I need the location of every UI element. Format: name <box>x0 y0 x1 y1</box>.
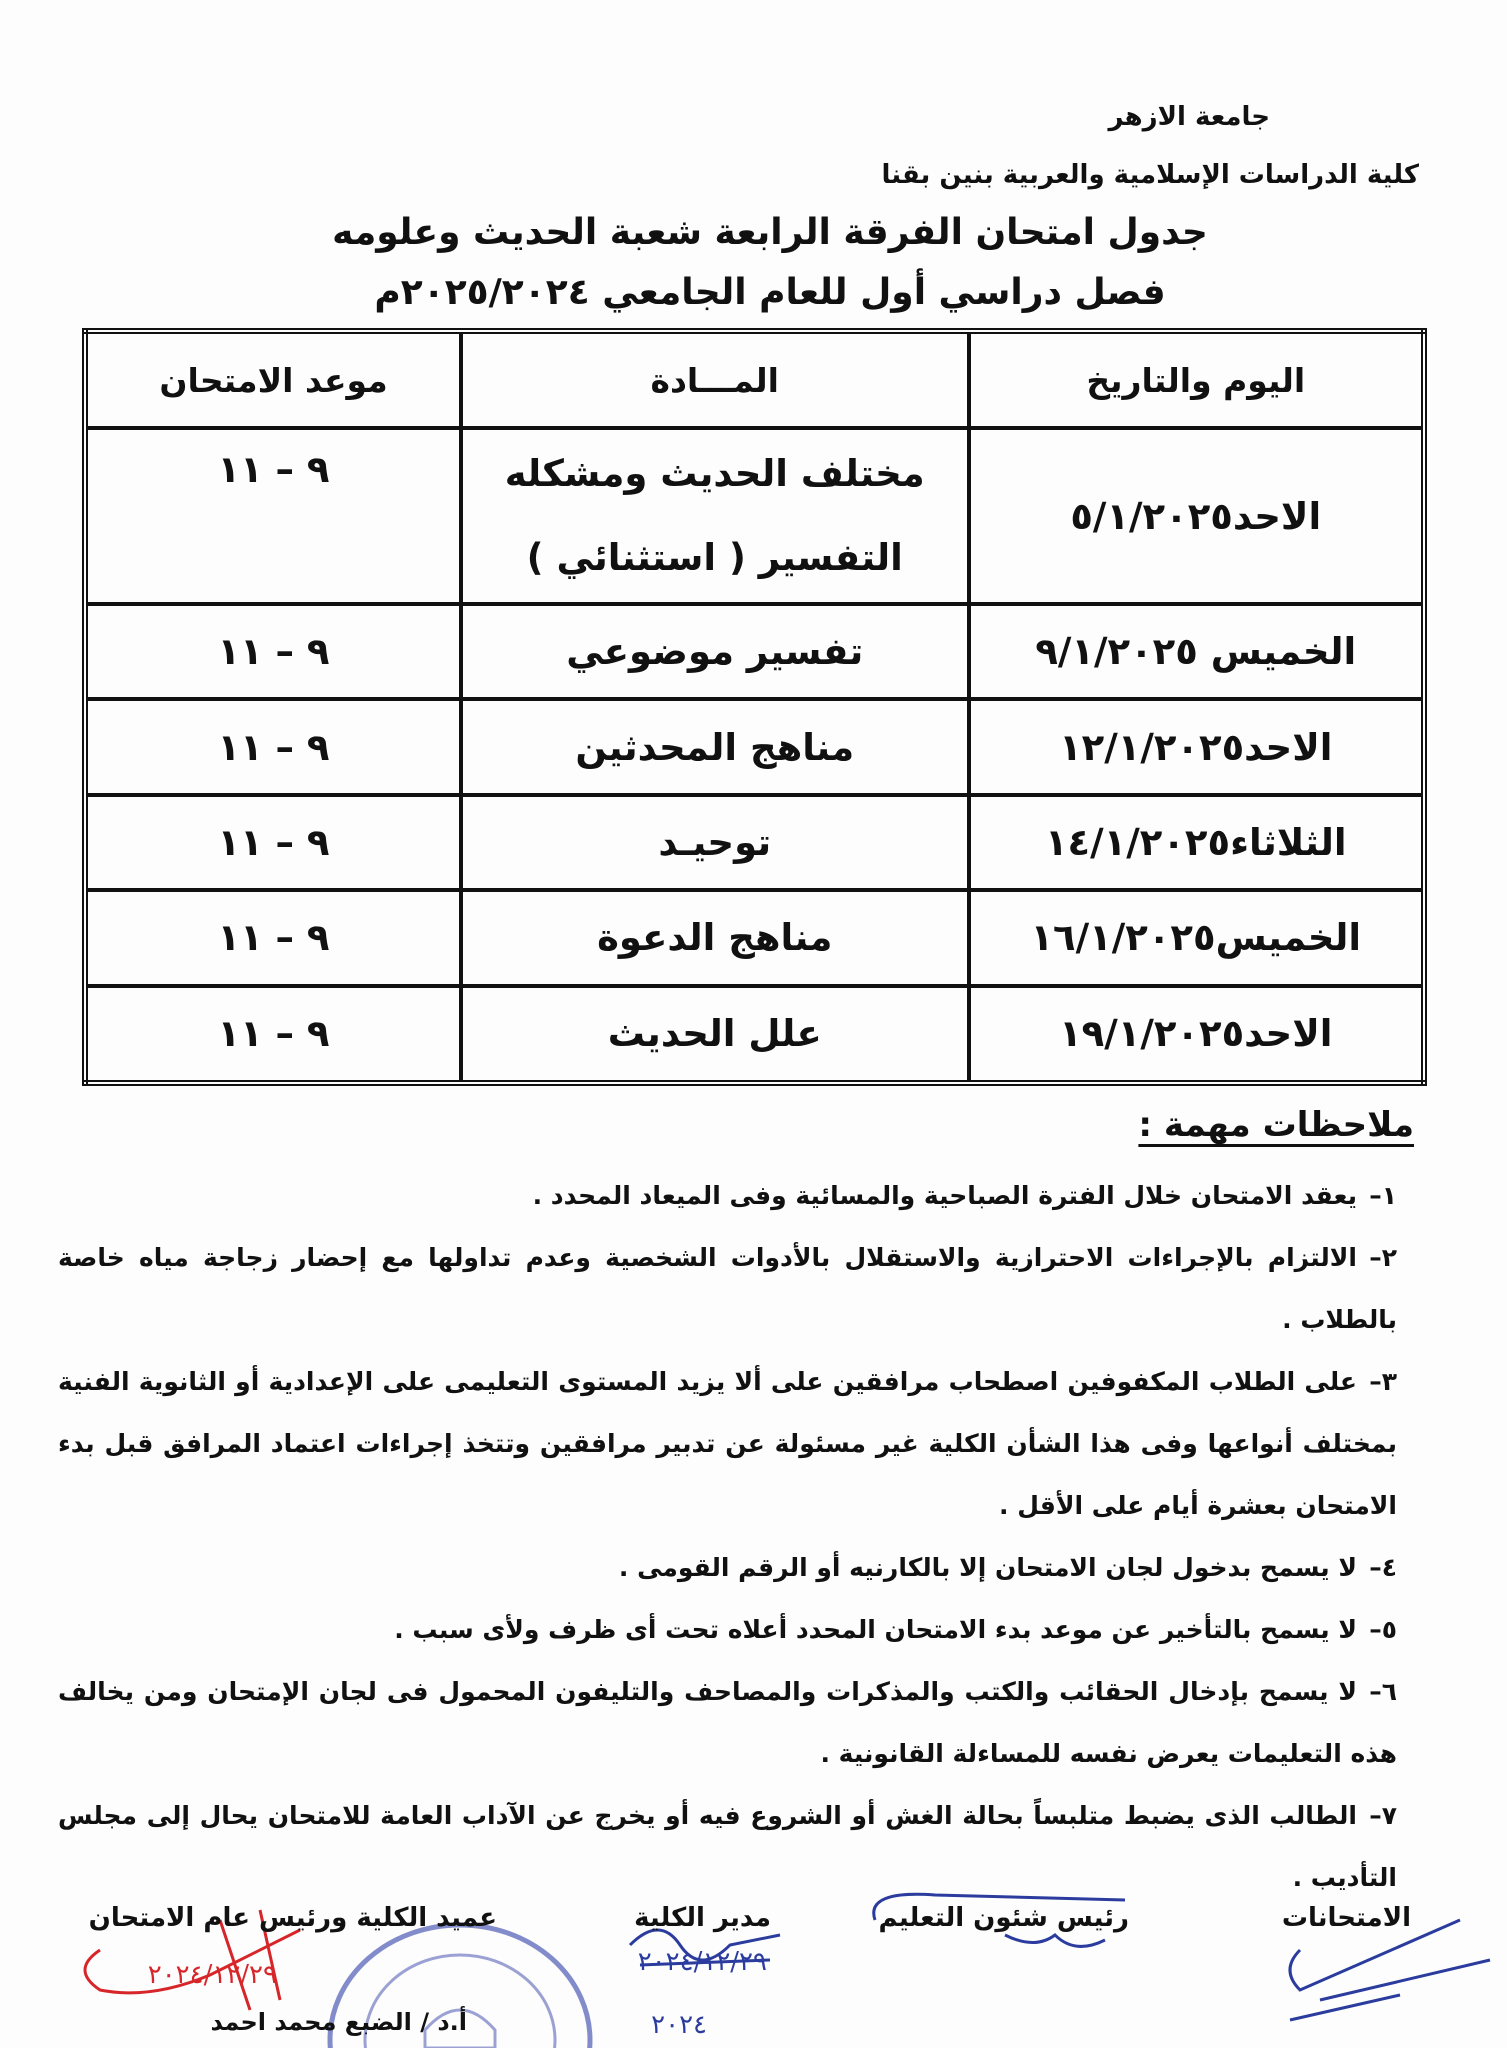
faculty-name: كلية الدراسات الإسلامية والعربية بنين بقنا <box>881 160 1419 190</box>
semester-subtitle: فصل دراسي أول للعام الجامعي ٢٠٢٥/٢٠٢٤م <box>374 272 1166 313</box>
signature-dean: عميد الكلية ورئيس عام الامتحان <box>88 1903 497 1933</box>
row-date: الخميس ٩/١/٢٠٢٥ <box>969 604 1424 699</box>
row-date: الاحد١٢/١/٢٠٢٥ <box>969 699 1424 794</box>
signature-faculty-director: مدير الكلية <box>634 1903 771 1933</box>
row-date: الاحد٥/١/٢٠٢٥ <box>969 428 1424 604</box>
note-item <box>58 1661 1397 1785</box>
row-subject-line2: التفسير ( استثنائي ) <box>526 536 903 579</box>
row-subject: علل الحديث <box>461 986 969 1083</box>
note-item <box>58 1351 1397 1537</box>
row-subject: تفسير موضوعي <box>461 604 969 699</box>
handwritten-date: ٢٠٢٤/١٢/٢٩ <box>637 1947 767 1977</box>
note-text: يعقد الامتحان خلال الفترة الصباحية والمسائية وفى الميعاد المحدد . <box>532 1181 1357 1210</box>
row-time: ٩ – ١١ <box>85 986 461 1083</box>
exam-schedule-table <box>82 328 1427 1086</box>
row-subject <box>461 428 969 604</box>
row-date: الخميس١٦/١/٢٠٢٥ <box>969 890 1424 985</box>
note-text: لا يسمح بإدخال الحقائب والكتب والمذكرات والمصاحف والتليفون المحمول فى لجان الإمتحان ومن يخالف هذه التعليمات يعرض نفسه للمساءلة القانونية . <box>58 1677 1397 1768</box>
table-row <box>85 428 1424 604</box>
table-row <box>85 604 1424 699</box>
table-header-row <box>85 331 1424 428</box>
note-text: لا يسمح بالتأخير عن موعد بدء الامتحان المحدد أعلاه تحت أى ظرف ولأى سبب . <box>394 1615 1357 1644</box>
row-time: ٩ – ١١ <box>85 795 461 890</box>
note-item <box>58 1537 1397 1599</box>
table-row <box>85 986 1424 1083</box>
note-number: ٧– <box>1369 1801 1397 1830</box>
note-text: الالتزام بالإجراءات الاحترازية والاستقلال بالأدوات الشخصية وعدم تداولها مع إحضار زجاجة مياه خاصة بالطلاب . <box>58 1243 1397 1334</box>
header-date: اليوم والتاريخ <box>969 331 1424 428</box>
header-subject: المـــادة <box>461 331 969 428</box>
row-subject: مناهج الدعوة <box>461 890 969 985</box>
table-row <box>85 795 1424 890</box>
row-time: ٩ – ١١ <box>85 890 461 985</box>
row-date: الثلاثاء١٤/١/٢٠٢٥ <box>969 795 1424 890</box>
handwritten-date: ٢٠٢٤/١٢/٢٩ <box>147 1960 277 1990</box>
note-number: ٣– <box>1369 1367 1397 1396</box>
note-number: ١– <box>1369 1181 1397 1210</box>
note-text: لا يسمح بدخول لجان الامتحان إلا بالكارنيه أو الرقم القومى . <box>618 1553 1357 1582</box>
note-number: ٤– <box>1369 1553 1397 1582</box>
dean-name: أ.د / الضبع محمد احمد <box>210 2008 467 2036</box>
row-date: الاحد١٩/١/٢٠٢٥ <box>969 986 1424 1083</box>
table-row <box>85 699 1424 794</box>
notes-list <box>58 1165 1397 1909</box>
header-time: موعد الامتحان <box>85 331 461 428</box>
note-item <box>58 1227 1397 1351</box>
row-time: ٩ – ١١ <box>85 428 461 604</box>
note-item <box>58 1599 1397 1661</box>
handwritten-date: ٢٠٢٤ <box>651 2010 707 2040</box>
note-number: ٢– <box>1369 1243 1397 1272</box>
note-number: ٥– <box>1369 1615 1397 1644</box>
row-time: ٩ – ١١ <box>85 604 461 699</box>
schedule-title: جدول امتحان الفرقة الرابعة شعبة الحديث وعلومه <box>332 212 1208 253</box>
table-row <box>85 890 1424 985</box>
signature-education-head: رئيس شئون التعليم <box>878 1903 1129 1933</box>
notes-title: ملاحظات مهمة : <box>1138 1105 1414 1145</box>
note-text: الطالب الذى يضبط متلبساً بحالة الغش أو الشروع فيه أو يخرج عن الآداب العامة للامتحان يحال إلى مجلس التأديب . <box>58 1801 1397 1892</box>
row-subject: توحيـد <box>461 795 969 890</box>
row-subject-line1: مختلف الحديث ومشكله <box>504 452 925 495</box>
row-time: ٩ – ١١ <box>85 699 461 794</box>
university-name: جامعة الازهر <box>1108 102 1270 132</box>
note-number: ٦– <box>1369 1677 1397 1706</box>
note-text: على الطلاب المكفوفين اصطحاب مرافقين على ألا يزيد المستوى التعليمى على الإعدادية أو الثانوية الفنية بمختلف أنواعها وفى هذا الشأن الكلية غير مسئولة عن تدبير مرافقين وتتخذ إجراءات اعتماد المرافق قبل بدء الامتحان بعشرة أيام على الأقل . <box>58 1367 1397 1520</box>
signature-exams: الامتحانات <box>1281 1903 1411 1933</box>
note-item <box>58 1165 1397 1227</box>
row-subject: مناهج المحدثين <box>461 699 969 794</box>
